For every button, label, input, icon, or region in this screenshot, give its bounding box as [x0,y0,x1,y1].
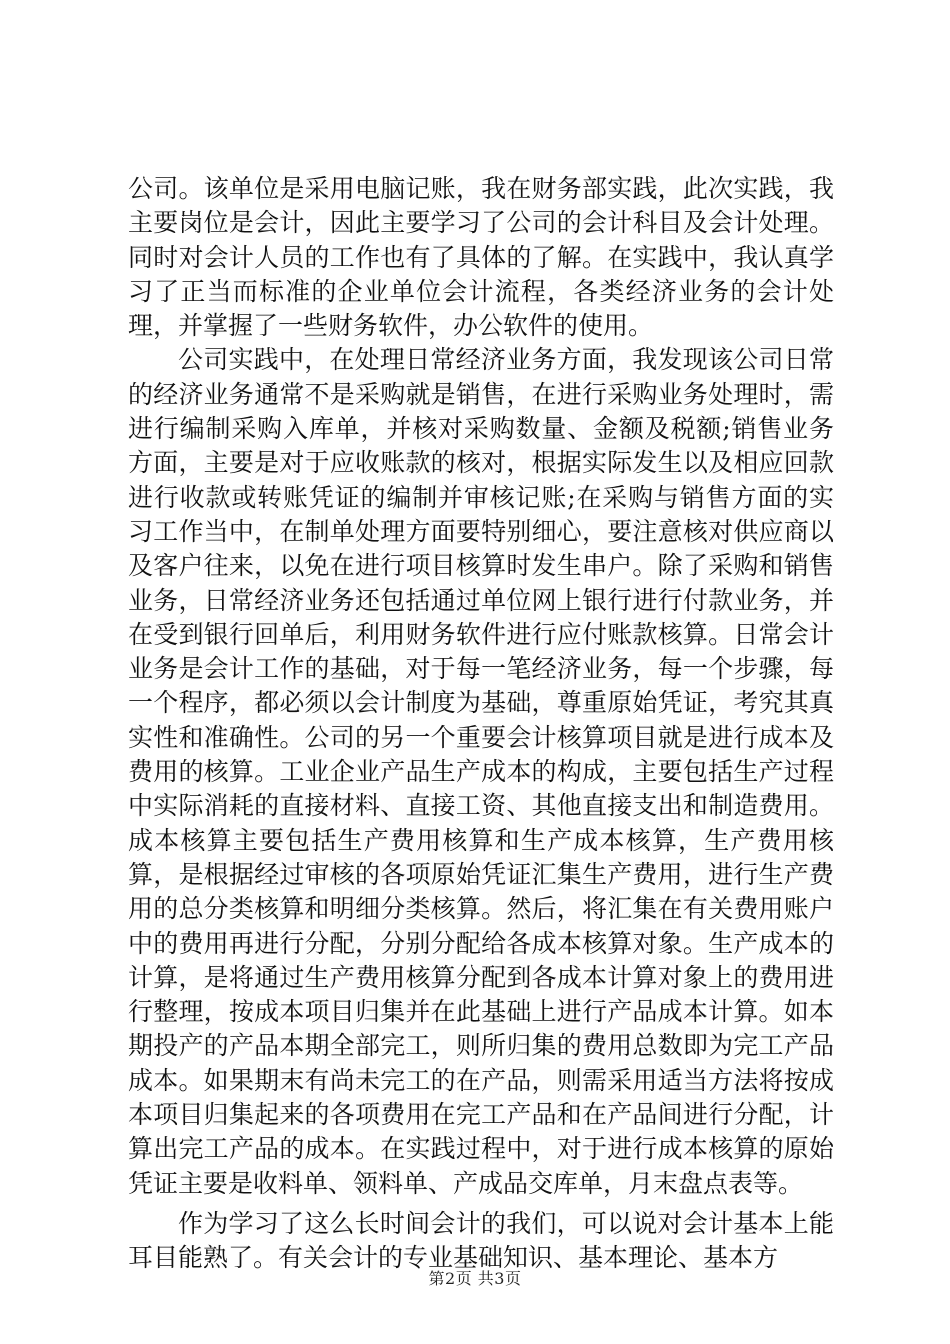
paragraph-3: 作为学习了这么长时间会计的我们，可以说对会计基本上能耳目能熟了。有关会计的专业基础知识、基本理论、基本方 [128,1208,834,1273]
page-number-footer: 第2页 共3页 [428,1269,522,1288]
paragraph-1: 公司。该单位是采用电脑记账，我在财务部实践，此次实践，我主要岗位是会计，因此主要学习了公司的会计科目及会计处理。同时对会计人员的工作也有了具体的了解。在实践中，我认真学习了正当而标准的企业单位会计流程，各类经济业务的会计处理，并掌握了一些财务软件，办公软件的使用。 [128,174,834,341]
paragraph-2: 公司实践中，在处理日常经济业务方面，我发现该公司日常的经济业务通常不是采购就是销售，在进行采购业务处理时，需进行编制采购入库单，并核对采购数量、金额及税额;销售业务方面，主要是对于应收账款的核对，根据实际发生以及相应回款进行收款或转账凭证的编制并审核记账;在采购与销售方面的实习工作当中，在制单处理方面要特别细心，要注意核对供应商以及客户往来，以免在进行项目核算时发生串户。除了采购和销售业务，日常经济业务还包括通过单位网上银行进行付款业务，并在受到银行回单后，利用财务软件进行应付账款核算。日常会计业务是会计工作的基础，对于每一笔经济业务，每一个步骤，每一个程序，都必须以会计制度为基础，尊重原始凭证，考究其真实性和准确性。公司的另一个重要会计核算项目就是进行成本及费用的核算。工业企业产品生产成本的构成，主要包括生产过程中实际消耗的直接材料、直接工资、其他直接支出和制造费用。成本核算主要包括生产费用核算和生产成本核算，生产费用核算，是根据经过审核的各项原始凭证汇集生产费用，进行生产费用的总分类核算和明细分类核算。然后，将汇集在有关费用账户中的费用再进行分配，分别分配给各成本核算对象。生产成本的计算，是将通过生产费用核算分配到各成本计算对象上的费用进行整理，按成本项目归集并在此基础上进行产品成本计算。如本期投产的产品本期全部完工，则所归集的费用总数即为完工产品成本。如果期末有尚未完工的在产品，则需采用适当方法将按成本项目归集起来的各项费用在完工产品和在产品间进行分配，计算出完工产品的成本。在实践过程中，对于进行成本核算的原始凭证主要是收料单、领料单、产成品交库单，月末盘点表等。 [128,345,834,1198]
document-body [128,172,834,1276]
